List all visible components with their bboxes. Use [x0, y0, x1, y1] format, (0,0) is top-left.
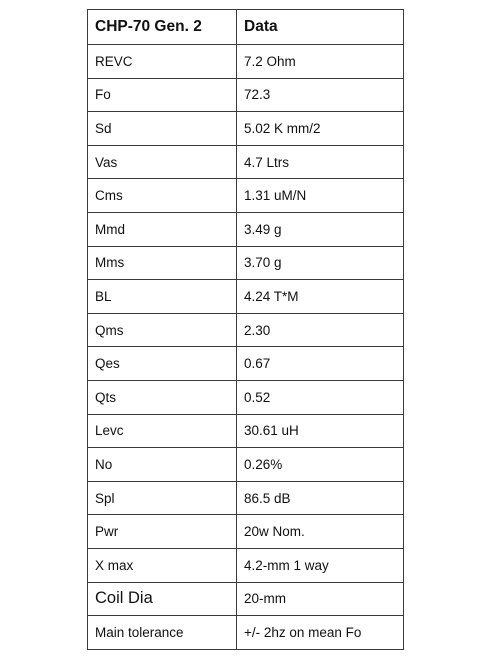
- table-row: [88, 515, 404, 549]
- param-value: 7.2 Ohm: [237, 45, 404, 79]
- param-value: 4.24 T*M: [237, 280, 404, 314]
- param-value: 0.52: [237, 380, 404, 414]
- param-value: 20-mm: [237, 582, 404, 616]
- param-name: Cms: [88, 179, 237, 213]
- table-row: [88, 112, 404, 146]
- param-name: Mms: [88, 246, 237, 280]
- param-value: +/- 2hz on mean Fo: [237, 616, 404, 650]
- param-name: Qms: [88, 313, 237, 347]
- param-value: 86.5 dB: [237, 481, 404, 515]
- param-name: Pwr: [88, 515, 237, 549]
- table-row: [88, 145, 404, 179]
- param-name: Main tolerance: [88, 616, 237, 650]
- table-row: [88, 414, 404, 448]
- param-name: Coil Dia: [88, 582, 237, 616]
- table-row: [88, 448, 404, 482]
- table-row: [88, 481, 404, 515]
- param-name: Qes: [88, 347, 237, 381]
- param-name: REVC: [88, 45, 237, 79]
- table-row: [88, 582, 404, 616]
- param-value: 4.2-mm 1 way: [237, 548, 404, 582]
- param-name: Vas: [88, 145, 237, 179]
- param-name: Mmd: [88, 212, 237, 246]
- param-value: 1.31 uM/N: [237, 179, 404, 213]
- table-row: [88, 380, 404, 414]
- param-value: 3.70 g: [237, 246, 404, 280]
- param-name: Sd: [88, 112, 237, 146]
- header-data: Data: [237, 10, 404, 45]
- table-row: [88, 280, 404, 314]
- param-value: 2.30: [237, 313, 404, 347]
- table-row: [88, 313, 404, 347]
- param-name: Fo: [88, 78, 237, 112]
- spec-table: [87, 9, 404, 650]
- param-value: 4.7 Ltrs: [237, 145, 404, 179]
- header-model: CHP-70 Gen. 2: [88, 10, 237, 45]
- table-row: [88, 246, 404, 280]
- param-name: Levc: [88, 414, 237, 448]
- param-value: 0.67: [237, 347, 404, 381]
- table-row: [88, 548, 404, 582]
- param-value: 0.26%: [237, 448, 404, 482]
- param-value: 5.02 K mm/2: [237, 112, 404, 146]
- param-name: No: [88, 448, 237, 482]
- table-row: [88, 616, 404, 650]
- param-value: 3.49 g: [237, 212, 404, 246]
- param-name: BL: [88, 280, 237, 314]
- param-value: 20w Nom.: [237, 515, 404, 549]
- table-header-row: [88, 10, 404, 45]
- param-name: Qts: [88, 380, 237, 414]
- table-row: [88, 78, 404, 112]
- param-value: 30.61 uH: [237, 414, 404, 448]
- table-row: [88, 45, 404, 79]
- table-row: [88, 212, 404, 246]
- table-row: [88, 347, 404, 381]
- param-name: X max: [88, 548, 237, 582]
- param-name: Spl: [88, 481, 237, 515]
- table-row: [88, 179, 404, 213]
- param-value: 72.3: [237, 78, 404, 112]
